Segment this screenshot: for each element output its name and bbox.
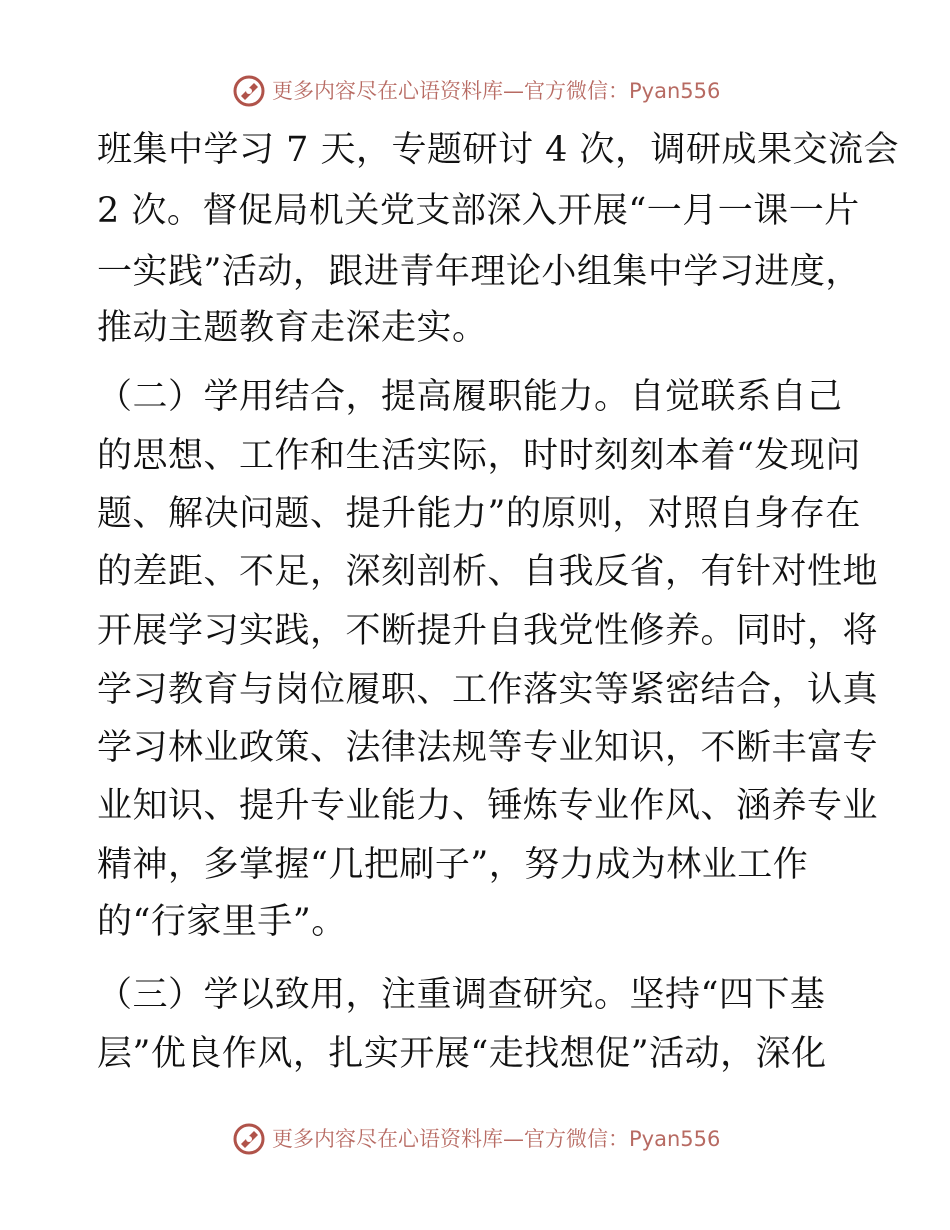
text-line: 的“行家里手”。 bbox=[97, 902, 347, 942]
watermark-footer bbox=[0, 1118, 950, 1162]
text-line: 2 次。督促局机关党支部深入开展“一月一课一片 bbox=[97, 191, 860, 231]
text-line: 推动主题教育走深走实。 bbox=[97, 308, 488, 348]
text-line: 精神，多掌握“几把刷子”，努力成为林业工作 bbox=[97, 845, 809, 885]
seal-logo-icon bbox=[232, 1122, 266, 1156]
text-line: 班集中学习 7 天，专题研讨 4 次，调研成果交流会 bbox=[97, 130, 900, 170]
watermark-header bbox=[0, 70, 950, 114]
text-line: （三）学以致用，注重调查研究。坚持“四下基 bbox=[97, 975, 826, 1015]
text-line: 的思想、工作和生活实际，时时刻刻本着“发现问 bbox=[97, 436, 861, 476]
text-line: 学习林业政策、法律法规等专业知识，不断丰富专 bbox=[97, 728, 879, 768]
text-line: 开展学习实践，不断提升自我党性修养。同时，将 bbox=[97, 611, 879, 651]
text-line: （二）学用结合，提高履职能力。自觉联系自己 bbox=[97, 377, 843, 417]
text-line: 层”优良作风，扎实开展“走找想促”活动，深化 bbox=[97, 1034, 827, 1074]
text-line: 学习教育与岗位履职、工作落实等紧密结合，认真 bbox=[97, 670, 879, 710]
text-line: 业知识、提升专业能力、锤炼专业作风、涵养专业 bbox=[97, 786, 879, 826]
text-line: 一实践”活动，跟进青年理论小组集中学习进度， bbox=[97, 252, 861, 292]
watermark-text: 更多内容尽在心语资料库—官方微信：Pyan556 bbox=[272, 79, 721, 103]
text-line: 的差距、不足，深刻剖析、自我反省，有针对性地 bbox=[97, 552, 879, 592]
text-line: 题、解决问题、提升能力”的原则，对照自身存在 bbox=[97, 494, 861, 534]
seal-logo-icon bbox=[232, 74, 266, 108]
watermark-text: 更多内容尽在心语资料库—官方微信：Pyan556 bbox=[272, 1127, 721, 1151]
